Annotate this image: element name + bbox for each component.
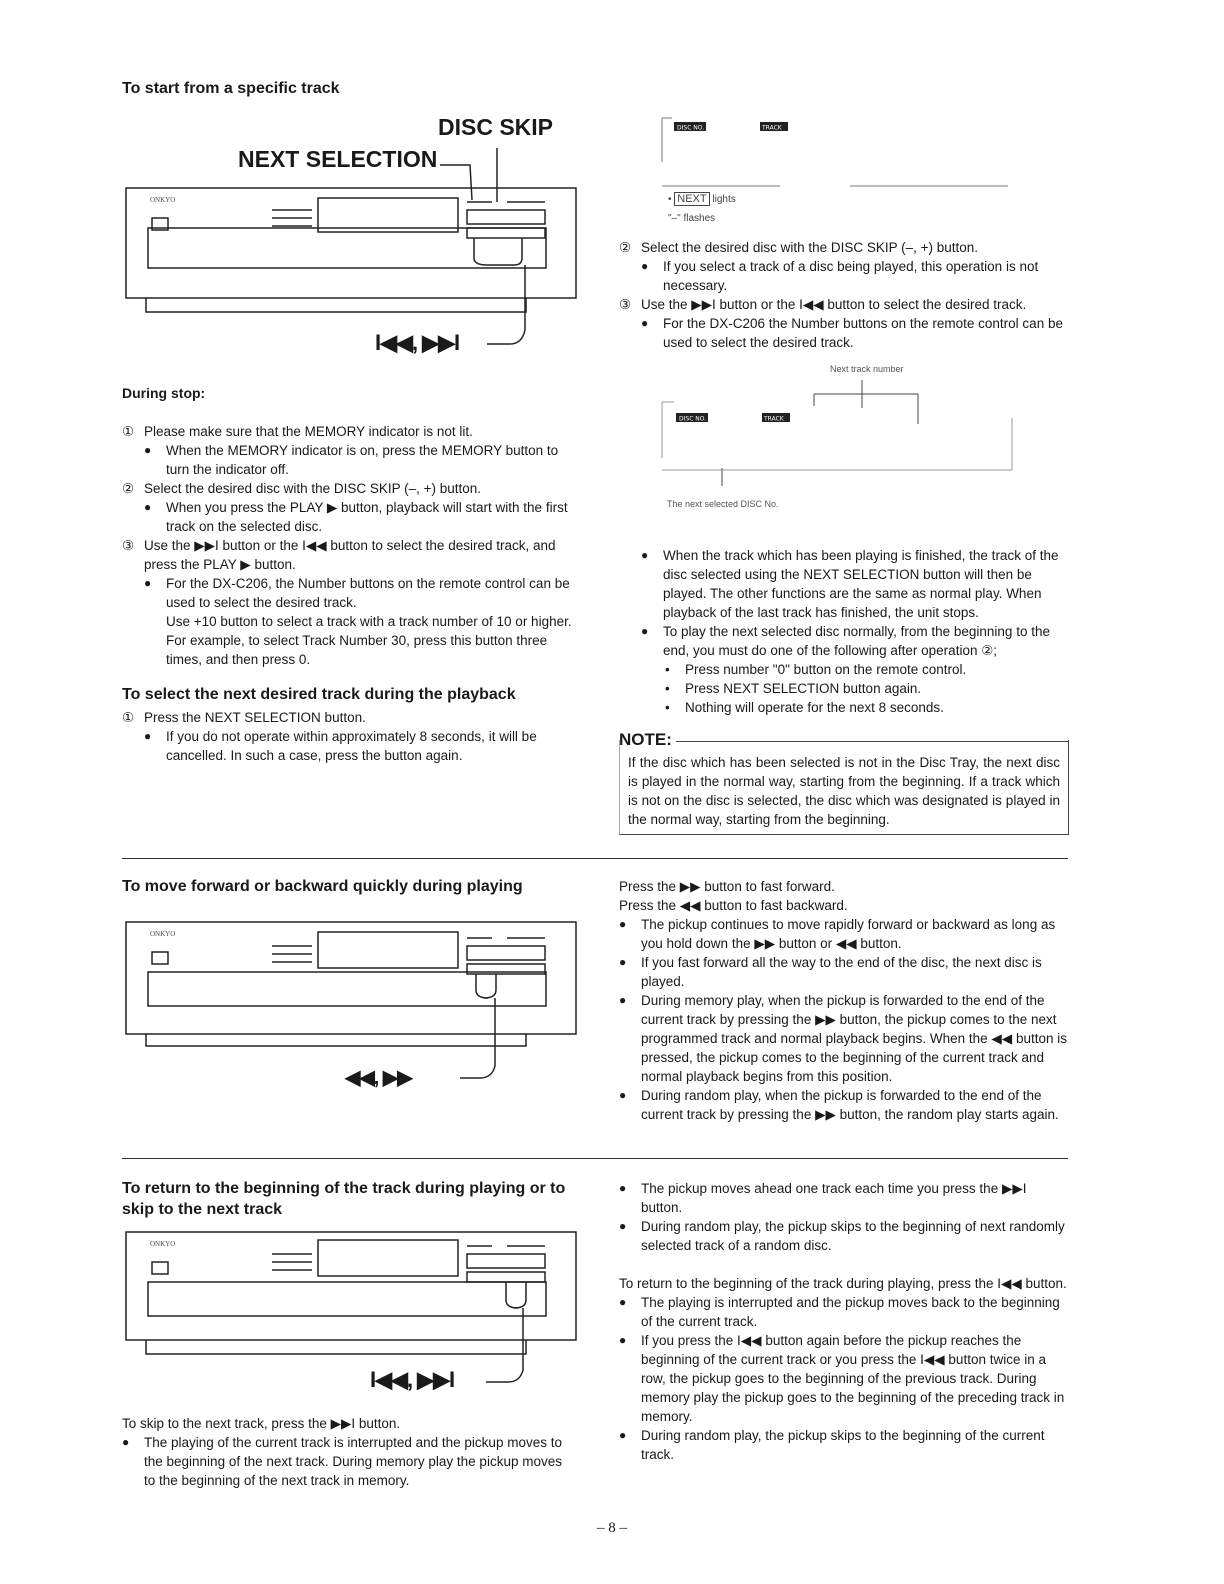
- disp-track-label: TRACK: [762, 124, 782, 132]
- brand-logo-2: ONKYO: [150, 930, 176, 938]
- label-next-selection: NEXT SELECTION: [238, 146, 438, 172]
- next-step-1-bullet: ● If you do not operate within approximately 8 seconds, it will be cancelled. In such a case, press the button again.: [122, 727, 574, 765]
- during-stop-steps: ① Please make sure that the MEMORY indicator is not lit. ● When the MEMORY indicator is on, press the MEMORY button to turn the indicator off. ② Select the desired disc with the DISC SKIP (–, +) button. ● When you press the PLAY ▶ button, playback will start with the first track on the selected disc. ③ Use the ▶▶I button or the I◀◀ button to select the desired track, and press the PLAY ▶ button. ● For the DX-C206, the Number buttons on the remote control can be used to select the desired track. Use +10 button to select a track with a track number of 10 or higher. For example, to select Track Number 30, press this button three times, and then press 0.: [122, 422, 574, 669]
- select-disc-steps: ② Select the desired disc with the DISC SKIP (–, +) button. ● If you select a track of a disc being played, this operation is not necessary. ③ Use the ▶▶I button or the I◀◀ button to select the desired track. ● For the DX-C206 the Number buttons on the remote control can be used to select the desired track.: [619, 238, 1069, 352]
- next-lights-text: lights: [712, 194, 736, 205]
- fast-bullet-2: ● If you fast forward all the way to the end of the disc, the next disc is played.: [619, 953, 1069, 991]
- cd-player-illustration: [122, 140, 582, 360]
- fast-bullet-3: ● During memory play, when the pickup is forwarded to the end of the current track by pressing the ▶▶ button, the pickup comes to the next programmed track and normal playback begins. When the ◀◀ button is pressed, the pickup comes to the beginning of the current track and normal playback begins from this position.: [619, 991, 1069, 1086]
- divider-2: [122, 1158, 1068, 1159]
- note-text: If the disc which has been selected is not in the Disc Tray, the next disc is played in the normal way, starting from the beginning. If a track which is not on the disc is selected, the disc which was designated is played in the normal way, starting from the beginning.: [628, 755, 1060, 827]
- return-bullet-3: ● During random play, the pickup skips to the beginning of the current track.: [619, 1426, 1069, 1464]
- fast-instructions: [619, 877, 1069, 1124]
- return-bullet-2: ● If you press the I◀◀ button again before the pickup reaches the beginning of the current track or you press the I◀◀ button twice in a row, the pickup goes to the beginning of the previous track. During memory play the pickup goes to the beginning of the preceding track in memory.: [619, 1331, 1069, 1426]
- skip-bullet-2: ● During random play, the pickup skips to the beginning of next randomly selected track of a random disc.: [619, 1217, 1069, 1255]
- fast-backward-text: Press the ◀◀ button to fast backward.: [619, 898, 848, 913]
- during-stop-heading: During stop:: [122, 385, 206, 401]
- step-3: Use the ▶▶I button or the I◀◀ button to select the desired track, and press the PLAY ▶ button.: [144, 538, 556, 572]
- next-disc-no-label: The next selected DISC No.: [667, 499, 779, 509]
- disp-disc-label: DISC NO.: [677, 124, 705, 132]
- step-3-note: Use +10 button to select a track with a track number of 10 or higher. For example, to select Track Number 30, press this button three times, and then press 0.: [166, 614, 572, 667]
- flashes-note: "–" flashes: [668, 213, 716, 224]
- skip-next-text: To skip to the next track, press the ▶▶I button.: [122, 1416, 401, 1431]
- fast-forward-text: Press the ▶▶ button to fast forward.: [619, 879, 835, 894]
- cd-player-illustration-3: [122, 1220, 582, 1390]
- display-panel-1: [660, 110, 1010, 190]
- right-step-2-bullet: ● If you select a track of a disc being played, this operation is not necessary.: [619, 257, 1069, 295]
- step-2: Select the desired disc with the DISC SKIP (–, +) button.: [144, 481, 482, 496]
- next-indicator: NEXT: [674, 192, 709, 206]
- option-1: • Press number "0" button on the remote control.: [619, 660, 1069, 679]
- display-panel-2: [660, 378, 1015, 486]
- divider-1: [122, 858, 1068, 859]
- skip-next-bullet: ● The playing of the current track is interrupted and the pickup moves to the beginning of the next track. During memory play the pickup moves to the beginning of the next track in memory.: [122, 1433, 574, 1490]
- step-2-bullet: ● When you press the PLAY ▶ button, playback will start with the first track on the selected disc.: [122, 498, 574, 536]
- brand-logo-3: ONKYO: [150, 1240, 176, 1248]
- option-3: • Nothing will operate for the next 8 seconds.: [619, 698, 1069, 717]
- next-step-1: Press the NEXT SELECTION button.: [144, 710, 366, 725]
- disp2-track-label: TRACK: [764, 415, 784, 423]
- skip-right-instructions: [619, 1179, 1069, 1464]
- step-1-bullet: ● When the MEMORY indicator is on, press the MEMORY button to turn the indicator off.: [122, 441, 574, 479]
- next-selection-steps: ① Press the NEXT SELECTION button. ● If you do not operate within approximately 8 seconds, it will be cancelled. In such a case, press the button again.: [122, 708, 574, 765]
- return-text: To return to the beginning of the track during playing, press the I◀◀ button.: [619, 1276, 1067, 1291]
- next-track-number-label: Next track number: [830, 364, 904, 374]
- fast-bullet-1: ● The pickup continues to move rapidly forward or backward as long as you hold down the ▶▶ button or ◀◀ button.: [619, 915, 1069, 953]
- brand-logo: ONKYO: [150, 196, 176, 204]
- cd-player-illustration-2: [122, 900, 582, 1090]
- label-skip-buttons: I◀◀, ▶▶I: [375, 330, 460, 355]
- right-step-3-bullet: ● For the DX-C206 the Number buttons on the remote control can be used to select the desired track.: [619, 314, 1069, 352]
- next-note-bullet-2: ● To play the next selected disc normally, from the beginning to the end, you must do one of the following after operation ②;: [619, 622, 1069, 660]
- skip-next-instructions: [122, 1414, 574, 1490]
- fast-bullet-4: ● During random play, when the pickup is forwarded to the end of the current track by pressing the ▶▶ button, the random play starts again.: [619, 1086, 1069, 1124]
- note-label: NOTE:: [619, 730, 672, 749]
- label-disc-skip: DISC SKIP: [438, 114, 554, 140]
- return-bullet-1: ● The playing is interrupted and the pickup moves back to the beginning of the current track.: [619, 1293, 1069, 1331]
- section-title-skip: To return to the beginning of the track during playing or to skip to the next track: [122, 1180, 566, 1218]
- page-number: – 8 –: [597, 1520, 627, 1536]
- option-2: • Press NEXT SELECTION button again.: [619, 679, 1069, 698]
- next-selection-notes: [619, 546, 1069, 717]
- section-title-start-track: To start from a specific track: [122, 80, 340, 97]
- skip-bullet-1: ● The pickup moves ahead one track each time you press the ▶▶I button.: [619, 1179, 1069, 1217]
- right-step-2: Select the desired disc with the DISC SKIP (–, +) button.: [641, 240, 979, 255]
- step-3-bullet: ● For the DX-C206, the Number buttons on the remote control can be used to select the desired track.: [122, 574, 574, 612]
- step-1: Please make sure that the MEMORY indicator is not lit.: [144, 424, 473, 439]
- section-title-fast: To move forward or backward quickly during playing: [122, 878, 523, 895]
- label-skip-buttons-2: I◀◀, ▶▶I: [370, 1367, 455, 1392]
- next-lights-note: • NEXT lights: [668, 193, 736, 205]
- disp2-disc-label: DISC NO.: [679, 415, 707, 423]
- next-note-bullet-1: ● When the track which has been playing is finished, the track of the disc selected using the NEXT SELECTION button will then be played. The other functions are the same as normal play. When playback of the last track has finished, the unit stops.: [619, 546, 1069, 622]
- right-step-3: Use the ▶▶I button or the I◀◀ button to select the desired track.: [641, 297, 1027, 312]
- label-fast-buttons: ◀◀, ▶▶: [345, 1067, 412, 1089]
- next-selection-heading: To select the next desired track during the playback: [122, 686, 516, 703]
